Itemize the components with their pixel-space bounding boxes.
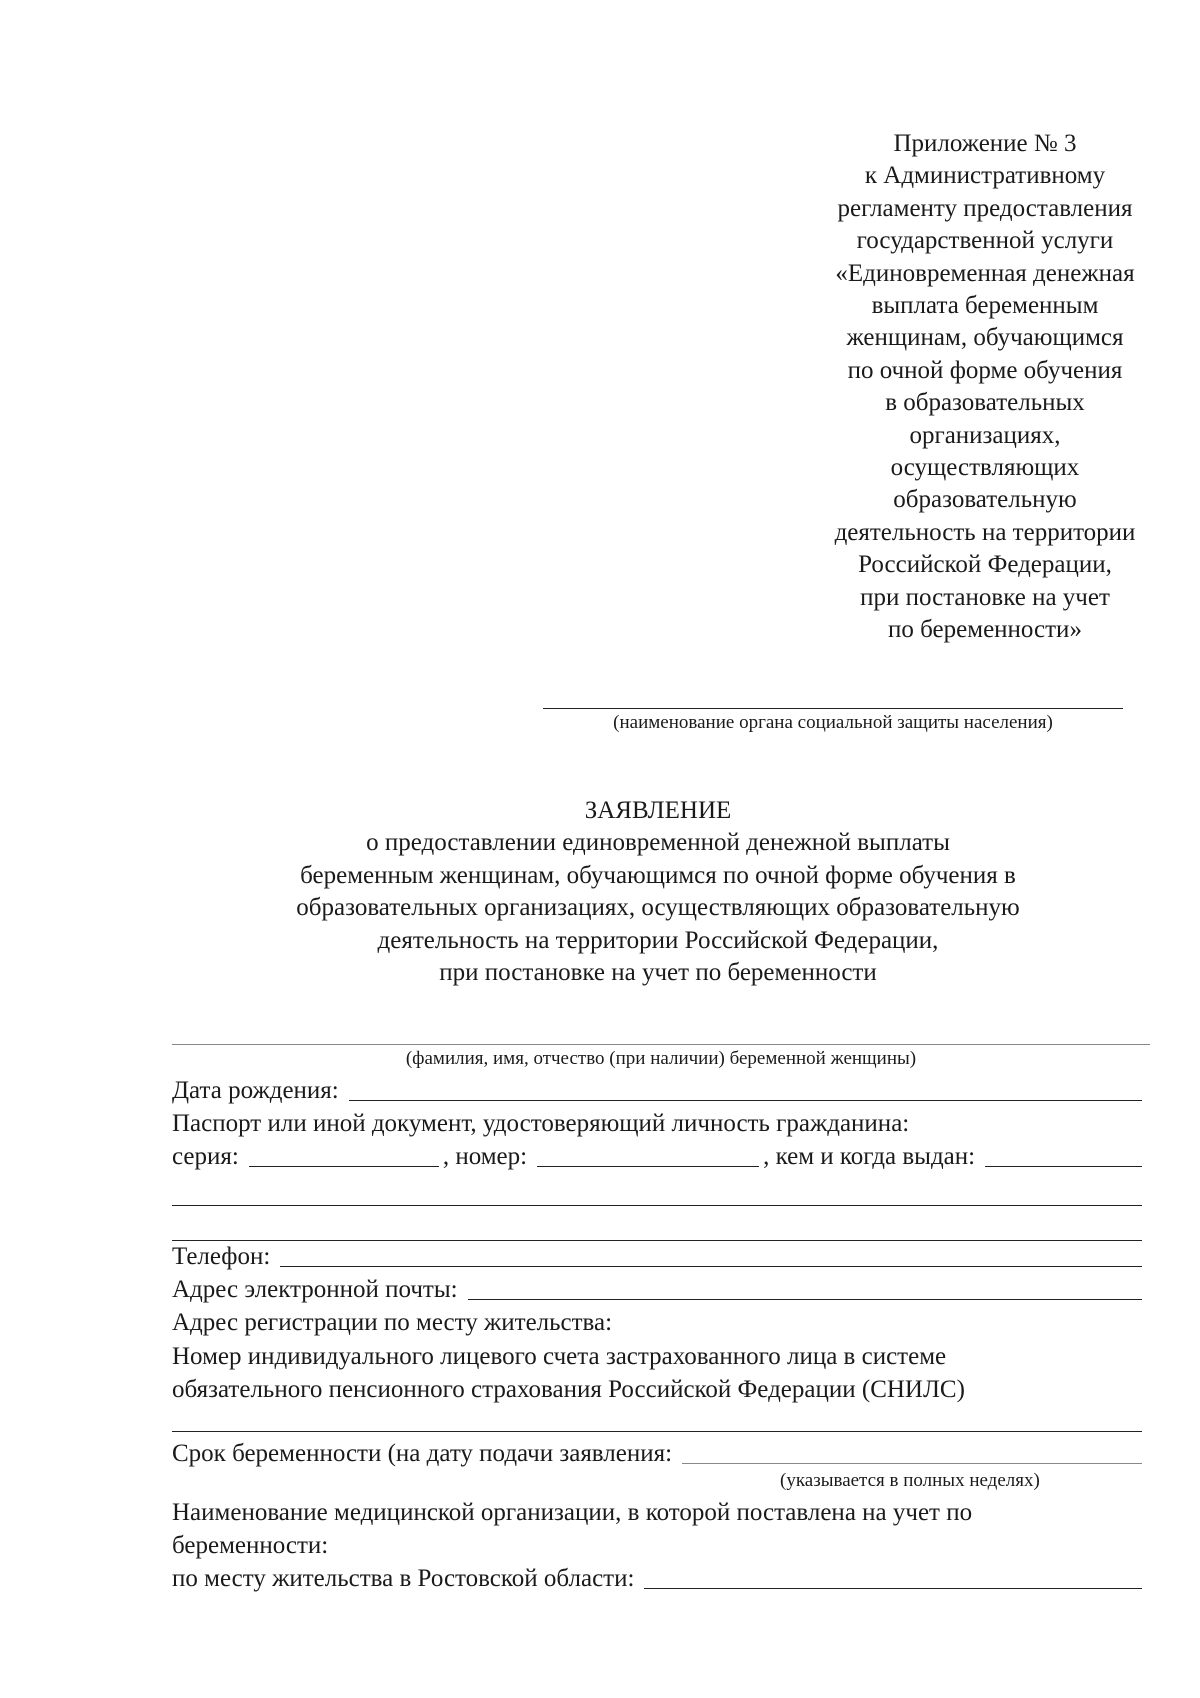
- medorg-label-line2: беременности:: [172, 1532, 329, 1559]
- appendix-line: к Административному: [864, 162, 1106, 190]
- email-label: Адрес электронной почты:: [172, 1276, 458, 1303]
- address-label: Адрес регистрации по месту жительства:: [172, 1309, 613, 1336]
- appendix-line: организациях,: [909, 421, 1061, 449]
- appendix-line: Приложение № 3: [893, 130, 1077, 157]
- birth-date-row: [172, 1074, 1142, 1107]
- issued-label: , кем и когда выдан:: [763, 1143, 976, 1170]
- pregnancy-term-label: Срок беременности (на дату подачи заявления:: [172, 1440, 673, 1467]
- org-name-caption: (наименование органа социальной защиты населения): [613, 712, 1053, 733]
- appendix-line: образовательную: [893, 486, 1077, 514]
- series-label: серия:: [172, 1143, 239, 1170]
- appendix-line: при постановке на учет: [860, 583, 1110, 611]
- appendix-line: в образовательных: [885, 389, 1085, 417]
- snils-label-line1: Номер индивидуального лицевого счета застрахованного лица в системе: [172, 1343, 947, 1370]
- subtitle-line: образовательных организациях, осуществляющих образовательную: [296, 894, 1020, 922]
- residence-row: [172, 1562, 1142, 1595]
- email-input-line[interactable]: [468, 1299, 1142, 1300]
- appendix-line: осуществляющих: [890, 454, 1080, 482]
- residence-input-line[interactable]: [644, 1588, 1142, 1589]
- appendix-line: «Единовременная денежная: [835, 259, 1135, 287]
- document-subtitle: [0, 827, 1200, 990]
- passport-label: Паспорт или иной документ, удостоверяющий личность гражданина:: [172, 1110, 910, 1137]
- org-name-input-line[interactable]: [543, 708, 1123, 709]
- pregnancy-term-row: [172, 1437, 1142, 1470]
- birth-date-input-line[interactable]: [349, 1100, 1142, 1101]
- email-row: [172, 1273, 1142, 1306]
- residence-label: по месту жительства в Ростовской области:: [172, 1565, 635, 1592]
- snils-input-line[interactable]: [172, 1431, 1142, 1432]
- subtitle-line: деятельность на территории Российской Федерации,: [377, 926, 939, 954]
- pregnancy-term-caption: (указывается в полных неделях): [780, 1470, 1040, 1491]
- subtitle-line: о предоставлении единовременной денежной выплаты: [366, 829, 950, 856]
- subtitle-line: беременным женщинам, обучающимся по очной форме обучения в: [300, 861, 1016, 889]
- issued-input-line-2[interactable]: [172, 1205, 1142, 1206]
- phone-input-line[interactable]: [280, 1266, 1142, 1267]
- subtitle-line: при постановке на учет по беременности: [439, 959, 877, 987]
- appendix-line: по очной форме обучения: [847, 356, 1123, 384]
- title-text: ЗАЯВЛЕНИЕ: [584, 797, 732, 824]
- appendix-line: Российской Федерации,: [858, 551, 1112, 579]
- birth-date-label: Дата рождения:: [172, 1077, 339, 1104]
- number-label: , номер:: [442, 1143, 528, 1170]
- appendix-line: выплата беременным: [871, 292, 1099, 320]
- phone-row: [172, 1240, 1142, 1273]
- appendix-line: женщинам, обучающимся: [846, 324, 1124, 352]
- fio-input-line[interactable]: [172, 1044, 1150, 1045]
- document-title: [0, 795, 1200, 827]
- fio-caption: (фамилия, имя, отчество (при наличии) беременной женщины): [405, 1048, 917, 1069]
- snils-label-line2: обязательного пенсионного страхования Российской Федерации (СНИЛС): [172, 1376, 965, 1403]
- appendix-line: регламенту предоставления: [837, 194, 1133, 222]
- series-input-line[interactable]: [249, 1166, 439, 1167]
- appendix-header: [790, 128, 1180, 647]
- appendix-line: по беременности»: [888, 616, 1082, 644]
- pregnancy-term-input-line[interactable]: [682, 1463, 1142, 1464]
- phone-label: Телефон:: [172, 1243, 271, 1270]
- appendix-line: государственной услуги: [856, 227, 1114, 255]
- issued-input-line[interactable]: [985, 1166, 1142, 1167]
- appendix-line: деятельность на территории: [834, 518, 1136, 546]
- number-input-line[interactable]: [537, 1166, 759, 1167]
- medorg-label-line1: Наименование медицинской организации, в которой поставлена на учет по: [172, 1499, 973, 1526]
- passport-details-row: [172, 1140, 1142, 1173]
